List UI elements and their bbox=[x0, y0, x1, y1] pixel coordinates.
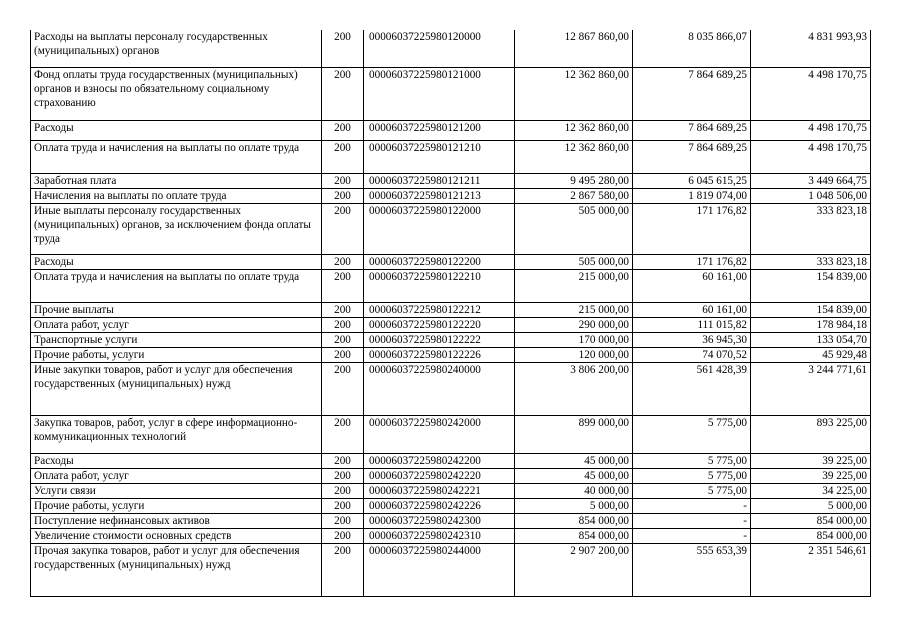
row-executed-amount: 5 775,00 bbox=[633, 453, 751, 468]
row-approved-amount: 12 867 860,00 bbox=[515, 30, 633, 67]
row-executed-amount: 7 864 689,25 bbox=[633, 120, 751, 140]
row-line-code: 200 bbox=[322, 269, 364, 302]
row-budget-code: 00006037225980242300 bbox=[364, 513, 515, 528]
row-executed-amount: 74 070,52 bbox=[633, 347, 751, 362]
row-name: Прочие работы, услуги bbox=[31, 347, 322, 362]
table-row bbox=[31, 498, 871, 513]
row-unexecuted-amount: 1 048 506,00 bbox=[751, 188, 871, 203]
row-line-code: 200 bbox=[322, 120, 364, 140]
row-executed-amount: - bbox=[633, 513, 751, 528]
row-line-code: 200 bbox=[322, 30, 364, 67]
row-line-code: 200 bbox=[322, 453, 364, 468]
row-budget-code: 00006037225980240000 bbox=[364, 362, 515, 415]
row-executed-amount: 5 775,00 bbox=[633, 468, 751, 483]
row-name: Фонд оплаты труда государственных (муниципальных) органов и взносы по обязательному социальному страхованию bbox=[31, 67, 322, 120]
row-approved-amount: 12 362 860,00 bbox=[515, 140, 633, 173]
row-line-code: 200 bbox=[322, 302, 364, 317]
row-name: Расходы bbox=[31, 120, 322, 140]
table-row bbox=[31, 332, 871, 347]
row-unexecuted-amount: 5 000,00 bbox=[751, 498, 871, 513]
row-unexecuted-amount: 893 225,00 bbox=[751, 415, 871, 453]
table-body bbox=[31, 30, 871, 596]
row-budget-code: 00006037225980242200 bbox=[364, 453, 515, 468]
row-unexecuted-amount: 45 929,48 bbox=[751, 347, 871, 362]
row-name: Поступление нефинансовых активов bbox=[31, 513, 322, 528]
table-row bbox=[31, 453, 871, 468]
row-unexecuted-amount: 3 449 664,75 bbox=[751, 173, 871, 188]
row-approved-amount: 899 000,00 bbox=[515, 415, 633, 453]
budget-report-page bbox=[30, 30, 871, 597]
row-budget-code: 00006037225980121200 bbox=[364, 120, 515, 140]
row-unexecuted-amount: 178 984,18 bbox=[751, 317, 871, 332]
table-row bbox=[31, 140, 871, 173]
row-unexecuted-amount: 854 000,00 bbox=[751, 528, 871, 543]
row-executed-amount: 1 819 074,00 bbox=[633, 188, 751, 203]
row-executed-amount: 171 176,82 bbox=[633, 203, 751, 254]
table-row bbox=[31, 468, 871, 483]
row-unexecuted-amount: 4 498 170,75 bbox=[751, 67, 871, 120]
row-approved-amount: 40 000,00 bbox=[515, 483, 633, 498]
row-budget-code: 00006037225980121000 bbox=[364, 67, 515, 120]
row-executed-amount: 6 045 615,25 bbox=[633, 173, 751, 188]
row-approved-amount: 45 000,00 bbox=[515, 453, 633, 468]
row-executed-amount: 7 864 689,25 bbox=[633, 67, 751, 120]
row-executed-amount: 555 653,39 bbox=[633, 543, 751, 596]
row-approved-amount: 120 000,00 bbox=[515, 347, 633, 362]
row-executed-amount: 111 015,82 bbox=[633, 317, 751, 332]
row-executed-amount: 5 775,00 bbox=[633, 483, 751, 498]
row-line-code: 200 bbox=[322, 203, 364, 254]
table-row bbox=[31, 362, 871, 415]
row-budget-code: 00006037225980242226 bbox=[364, 498, 515, 513]
row-line-code: 200 bbox=[322, 362, 364, 415]
row-unexecuted-amount: 154 839,00 bbox=[751, 269, 871, 302]
row-line-code: 200 bbox=[322, 317, 364, 332]
row-executed-amount: 60 161,00 bbox=[633, 269, 751, 302]
row-name: Иные выплаты персоналу государственных (муниципальных) органов, за исключением фонда оплаты труда bbox=[31, 203, 322, 254]
row-name: Увеличение стоимости основных средств bbox=[31, 528, 322, 543]
table-row bbox=[31, 67, 871, 120]
table-row bbox=[31, 483, 871, 498]
row-line-code: 200 bbox=[322, 332, 364, 347]
row-unexecuted-amount: 333 823,18 bbox=[751, 203, 871, 254]
row-approved-amount: 505 000,00 bbox=[515, 254, 633, 269]
row-approved-amount: 45 000,00 bbox=[515, 468, 633, 483]
row-approved-amount: 3 806 200,00 bbox=[515, 362, 633, 415]
row-executed-amount: 5 775,00 bbox=[633, 415, 751, 453]
table-row bbox=[31, 203, 871, 254]
row-name: Оплата работ, услуг bbox=[31, 468, 322, 483]
table-row bbox=[31, 188, 871, 203]
row-approved-amount: 290 000,00 bbox=[515, 317, 633, 332]
row-budget-code: 00006037225980122210 bbox=[364, 269, 515, 302]
row-budget-code: 00006037225980120000 bbox=[364, 30, 515, 67]
row-executed-amount: - bbox=[633, 528, 751, 543]
row-approved-amount: 505 000,00 bbox=[515, 203, 633, 254]
row-line-code: 200 bbox=[322, 415, 364, 453]
row-unexecuted-amount: 154 839,00 bbox=[751, 302, 871, 317]
row-budget-code: 00006037225980121211 bbox=[364, 173, 515, 188]
row-name: Прочие выплаты bbox=[31, 302, 322, 317]
row-budget-code: 00006037225980122200 bbox=[364, 254, 515, 269]
table-row bbox=[31, 528, 871, 543]
row-name: Услуги связи bbox=[31, 483, 322, 498]
row-budget-code: 00006037225980244000 bbox=[364, 543, 515, 596]
row-unexecuted-amount: 4 498 170,75 bbox=[751, 120, 871, 140]
row-line-code: 200 bbox=[322, 254, 364, 269]
row-name: Расходы bbox=[31, 254, 322, 269]
row-budget-code: 00006037225980242310 bbox=[364, 528, 515, 543]
row-unexecuted-amount: 2 351 546,61 bbox=[751, 543, 871, 596]
row-approved-amount: 854 000,00 bbox=[515, 528, 633, 543]
row-unexecuted-amount: 39 225,00 bbox=[751, 453, 871, 468]
row-name: Прочие работы, услуги bbox=[31, 498, 322, 513]
table-row bbox=[31, 302, 871, 317]
row-approved-amount: 170 000,00 bbox=[515, 332, 633, 347]
row-approved-amount: 215 000,00 bbox=[515, 269, 633, 302]
row-name: Начисления на выплаты по оплате труда bbox=[31, 188, 322, 203]
budget-execution-table bbox=[30, 30, 871, 597]
row-name: Оплата труда и начисления на выплаты по оплате труда bbox=[31, 140, 322, 173]
row-budget-code: 00006037225980122212 bbox=[364, 302, 515, 317]
row-name: Иные закупки товаров, работ и услуг для обеспечения государственных (муниципальных) нужд bbox=[31, 362, 322, 415]
table-row bbox=[31, 513, 871, 528]
row-unexecuted-amount: 854 000,00 bbox=[751, 513, 871, 528]
row-line-code: 200 bbox=[322, 347, 364, 362]
table-row bbox=[31, 254, 871, 269]
row-executed-amount: 171 176,82 bbox=[633, 254, 751, 269]
row-executed-amount: 561 428,39 bbox=[633, 362, 751, 415]
table-row bbox=[31, 120, 871, 140]
row-budget-code: 00006037225980242221 bbox=[364, 483, 515, 498]
row-name: Расходы bbox=[31, 453, 322, 468]
row-line-code: 200 bbox=[322, 543, 364, 596]
table-row bbox=[31, 269, 871, 302]
row-approved-amount: 2 907 200,00 bbox=[515, 543, 633, 596]
row-approved-amount: 2 867 580,00 bbox=[515, 188, 633, 203]
table-row bbox=[31, 415, 871, 453]
row-budget-code: 00006037225980122222 bbox=[364, 332, 515, 347]
row-executed-amount: 60 161,00 bbox=[633, 302, 751, 317]
row-name: Оплата работ, услуг bbox=[31, 317, 322, 332]
table-row bbox=[31, 543, 871, 596]
row-line-code: 200 bbox=[322, 468, 364, 483]
row-budget-code: 00006037225980242000 bbox=[364, 415, 515, 453]
row-approved-amount: 12 362 860,00 bbox=[515, 120, 633, 140]
row-executed-amount: 36 945,30 bbox=[633, 332, 751, 347]
row-line-code: 200 bbox=[322, 67, 364, 120]
row-budget-code: 00006037225980121210 bbox=[364, 140, 515, 173]
table-row bbox=[31, 173, 871, 188]
row-name: Транспортные услуги bbox=[31, 332, 322, 347]
row-budget-code: 00006037225980122000 bbox=[364, 203, 515, 254]
row-name: Прочая закупка товаров, работ и услуг для обеспечения государственных (муниципальных) нужд bbox=[31, 543, 322, 596]
table-row bbox=[31, 30, 871, 67]
row-name: Закупка товаров, работ, услуг в сфере информационно-коммуникационных технологий bbox=[31, 415, 322, 453]
row-name: Оплата труда и начисления на выплаты по оплате труда bbox=[31, 269, 322, 302]
row-line-code: 200 bbox=[322, 173, 364, 188]
row-unexecuted-amount: 4 831 993,93 bbox=[751, 30, 871, 67]
row-budget-code: 00006037225980122220 bbox=[364, 317, 515, 332]
row-name: Расходы на выплаты персоналу государственных (муниципальных) органов bbox=[31, 30, 322, 67]
row-approved-amount: 854 000,00 bbox=[515, 513, 633, 528]
row-name: Заработная плата bbox=[31, 173, 322, 188]
row-line-code: 200 bbox=[322, 528, 364, 543]
row-unexecuted-amount: 3 244 771,61 bbox=[751, 362, 871, 415]
table-row bbox=[31, 317, 871, 332]
row-approved-amount: 5 000,00 bbox=[515, 498, 633, 513]
row-line-code: 200 bbox=[322, 498, 364, 513]
row-unexecuted-amount: 4 498 170,75 bbox=[751, 140, 871, 173]
row-budget-code: 00006037225980242220 bbox=[364, 468, 515, 483]
row-budget-code: 00006037225980122226 bbox=[364, 347, 515, 362]
row-unexecuted-amount: 34 225,00 bbox=[751, 483, 871, 498]
row-unexecuted-amount: 133 054,70 bbox=[751, 332, 871, 347]
row-line-code: 200 bbox=[322, 188, 364, 203]
row-approved-amount: 12 362 860,00 bbox=[515, 67, 633, 120]
table-row bbox=[31, 347, 871, 362]
row-approved-amount: 215 000,00 bbox=[515, 302, 633, 317]
row-line-code: 200 bbox=[322, 483, 364, 498]
row-approved-amount: 9 495 280,00 bbox=[515, 173, 633, 188]
row-budget-code: 00006037225980121213 bbox=[364, 188, 515, 203]
row-unexecuted-amount: 39 225,00 bbox=[751, 468, 871, 483]
row-executed-amount: - bbox=[633, 498, 751, 513]
row-executed-amount: 8 035 866,07 bbox=[633, 30, 751, 67]
row-line-code: 200 bbox=[322, 513, 364, 528]
row-unexecuted-amount: 333 823,18 bbox=[751, 254, 871, 269]
row-line-code: 200 bbox=[322, 140, 364, 173]
row-executed-amount: 7 864 689,25 bbox=[633, 140, 751, 173]
